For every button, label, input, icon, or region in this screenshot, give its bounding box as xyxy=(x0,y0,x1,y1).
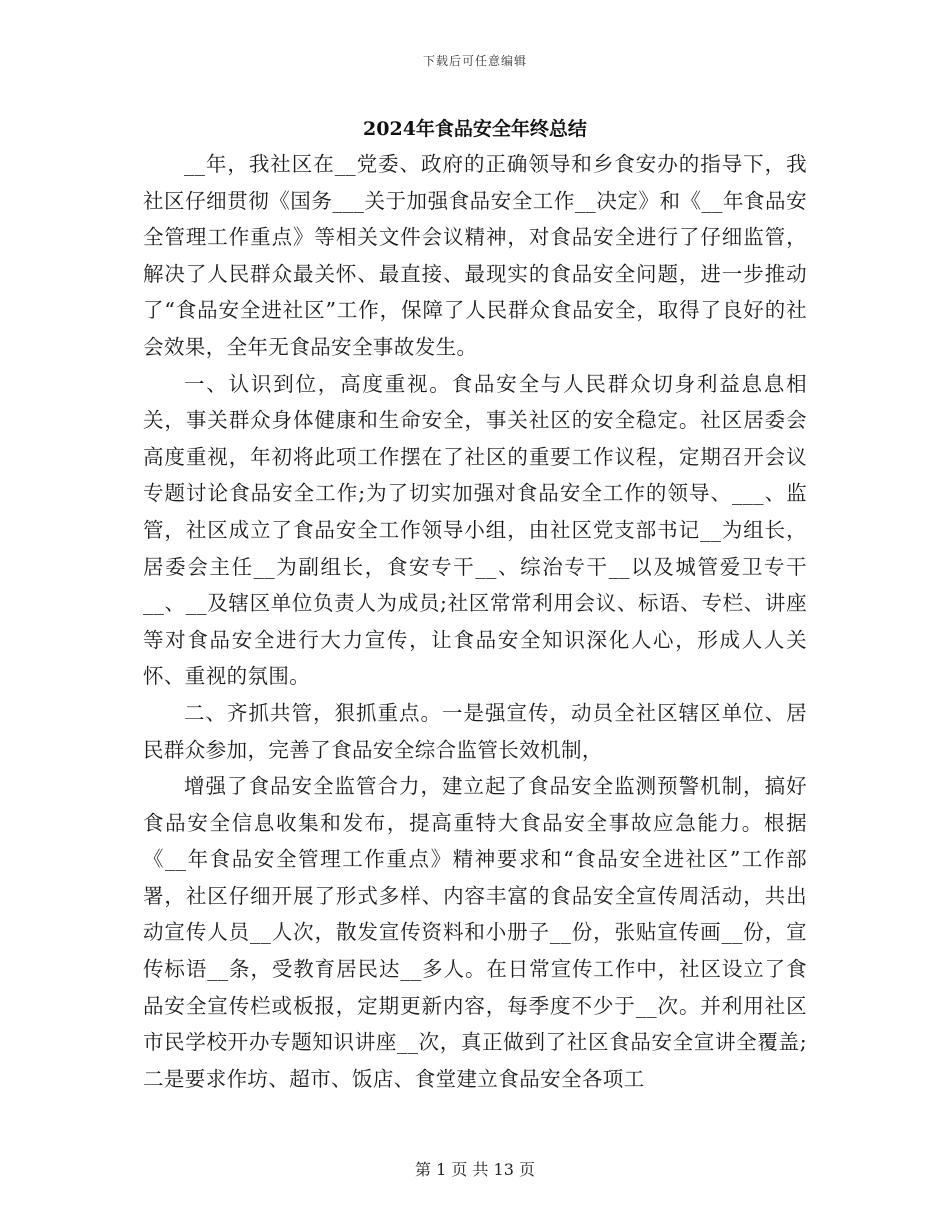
paragraph-intro: __年，我社区在__党委、政府的正确领导和乡食安办的指导下，我社区仔细贯彻《国务___关于加强食品安全工作__决定》和《__年食品安全管理工作重点》等相关文件会议精神，对食品安全进行了仔细监管，解决了人民群众最关怀、最直接、最现实的食品安全问题，进一步推动了“食品安全进社区”工作，保障了人民群众食品安全，取得了良好的社会效果，全年无食品安全事故发生。 xyxy=(143,152,807,359)
document-body xyxy=(143,146,807,1097)
paragraph-section-two-continued: 增强了食品安全监管合力，建立起了食品安全监测预警机制，搞好食品安全信息收集和发布，提高重特大食品安全事故应急能力。根据《__年食品安全管理工作重点》精神要求和“食品安全进社区”工作部署，社区仔细开展了形式多样、内容丰富的食品安全宣传周活动，共出动宣传人员__人次，散发宣传资料和小册子__份，张贴宣传画__份，宣传标语__条，受教育居民达__多人。在日常宣传工作中，社区设立了食品安全宣传栏或板报，定期更新内容，每季度不少于__次。并利用社区市民学校开办专题知识讲座__次，真正做到了社区食品安全宣讲全覆盖;二是要求作坊、超市、饭店、食堂建立食品安全各项工 xyxy=(143,774,807,1091)
document-title: 2024年食品安全年终总结 xyxy=(363,118,587,140)
page-number: 第 1 页 共 13 页 xyxy=(415,1160,535,1179)
paragraph-section-two: 二、齐抓共管，狠抓重点。一是强宣传，动员全社区辖区单位、居民群众参加，完善了食品安全综合监管长效机制， xyxy=(143,700,807,762)
header-note: 下载后可任意编辑 xyxy=(422,54,527,68)
paragraph-section-one: 一、认识到位，高度重视。食品安全与人民群众切身利益息息相关，事关群众身体健康和生命安全，事关社区的安全稳定。社区居委会高度重视，年初将此项工作摆在了社区的重要工作议程，定期召开会议专题讨论食品安全工作;为了切实加强对食品安全工作的领导、___、监管，社区成立了食品安全工作领导小组，由社区党支部书记__为组长，居委会主任__为副组长，食安专干__、综治专干__以及城管爱卫专干__、__及辖区单位负责人为成员;社区常常利用会议、标语、专栏、讲座等对食品安全进行大力宣传，让食品安全知识深化人心，形成人人关怀、重视的氛围。 xyxy=(143,371,807,689)
